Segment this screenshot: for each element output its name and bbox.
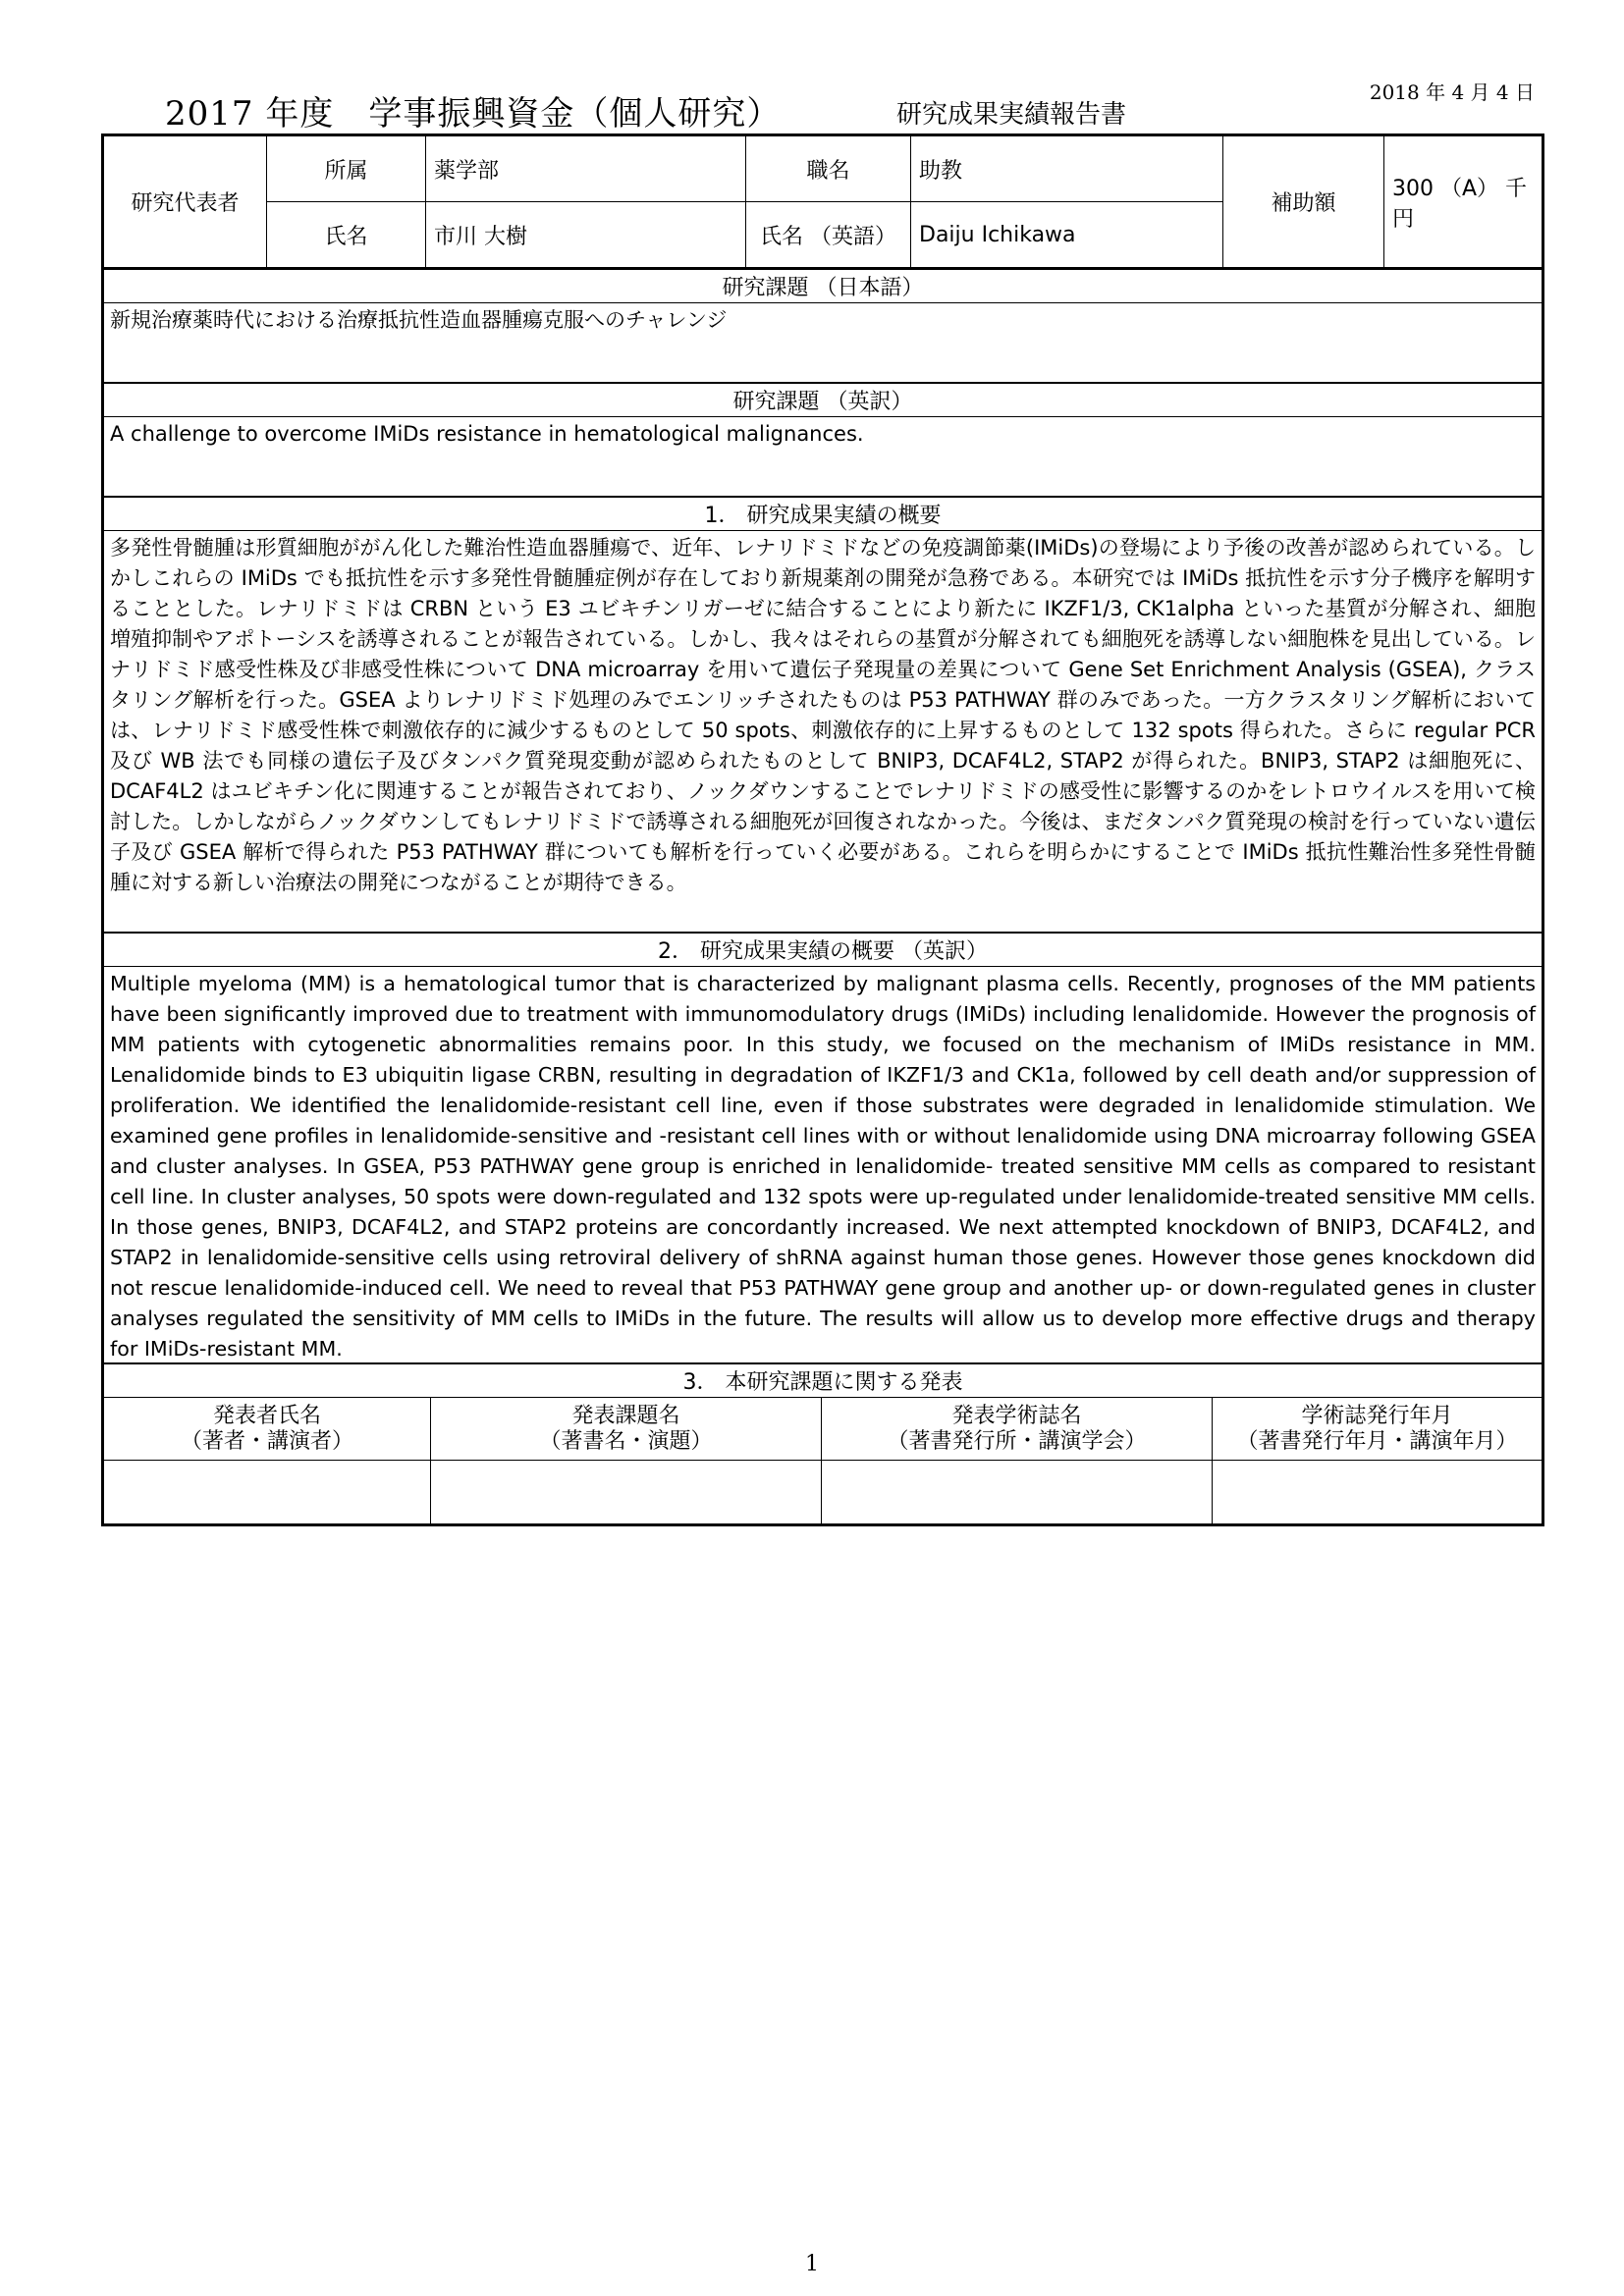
- pub-col-presenter-sub: （著者・講演者）: [180, 1428, 353, 1454]
- pub-col-date-title: 学術誌発行年月: [1301, 1403, 1453, 1428]
- pub-cell-journal: [822, 1461, 1213, 1523]
- position-label: 職名: [746, 136, 911, 202]
- summary-ja-heading: 1． 研究成果実績の概要: [104, 496, 1542, 531]
- grant-label: 補助額: [1223, 136, 1384, 268]
- name-en-value: Daiju Ichikawa: [911, 202, 1223, 268]
- summary-en-heading: 2． 研究成果実績の概要 （英訳）: [104, 932, 1542, 967]
- name-en-label: 氏名 （英語）: [746, 202, 911, 268]
- pub-col-presenter-title: 発表者氏名: [212, 1403, 321, 1428]
- representative-label: 研究代表者: [104, 136, 267, 268]
- pub-col-journal-title: 発表学術誌名: [951, 1403, 1082, 1428]
- report-date: 2018 年 4 月 4 日: [1369, 80, 1535, 104]
- publications-heading: 3． 本研究課題に関する発表: [104, 1362, 1542, 1398]
- pub-col-topic-title: 発表課題名: [571, 1403, 680, 1428]
- report-header: [101, 77, 1544, 135]
- summary-en-text: Multiple myeloma (MM) is a hematological tumor that is characterized by malignant plasma cells. Recently, prognoses of the MM patients have been significantly improved due to treatment with immunomodulatory drugs (IMiDs) including lenalidomide. However the prognosis of MM patients with cytogenetic abnormalities remains poor. In this study, we focused on the mechanism of IMiDs resistance in MM. Lenalidomide binds to E3 ubiquitin ligase CRBN, resulting in degradation of IKZF1/3 and CK1a, followed by cell death and/or suppression of proliferation. We identified the lenalidomide-resistant cell line, even if those substrates were degraded in lenalidomide stimulation. We examined gene profiles in lenalidomide-sensitive and -resistant cell lines with or without lenalidomide using DNA microarray following GSEA and cluster analyses. In GSEA, P53 PATHWAY gene group is enriched in lenalidomide- treated sensitive MM cells as compared to resistant cell line. In cluster analyses, 50 spots were down-regulated and 132 spots were up-regulated under lenalidomide-treated sensitive MM cells. In those genes, BNIP3, DCAF4L2, and STAP2 proteins are concordantly increased. We next attempted knockdown of BNIP3, DCAF4L2, and STAP2 in lenalidomide-sensitive cells using retroviral delivery of shRNA against human those genes. However those genes knockdown did not rescue lenalidomide-induced cell. We need to reveal that P53 PATHWAY gene group and another up- or down-regulated genes in cluster analyses regulated the sensitivity of MM cells to IMiDs in the future. The results will allow us to develop more effective drugs and therapy for IMiDs-resistant MM.: [110, 972, 1536, 1361]
- pub-col-journal: [822, 1398, 1213, 1461]
- affiliation-value: 薬学部: [426, 136, 746, 202]
- pub-col-journal-sub: （著書発行所・講演学会）: [887, 1428, 1147, 1454]
- topic-en-text: A challenge to overcome IMiDs resistance in hematological malignances.: [110, 422, 864, 446]
- affiliation-label: 所属: [267, 136, 426, 202]
- report-form: [101, 133, 1544, 1526]
- grant-value: 300 （A） 千円: [1384, 136, 1543, 268]
- pub-col-topic: [431, 1398, 822, 1461]
- page-number: 1: [805, 2252, 819, 2276]
- publications-table: [104, 1398, 1542, 1523]
- pub-cell-presenter: [104, 1461, 431, 1523]
- pub-cell-date: [1213, 1461, 1542, 1523]
- name-value: 市川 大樹: [426, 202, 746, 268]
- pub-cell-topic: [431, 1461, 822, 1523]
- topic-ja-text: 新規治療薬時代における治療抵抗性造血器腫瘍克服へのチャレンジ: [110, 308, 728, 332]
- report-subtitle: 研究成果実績報告書: [896, 100, 1127, 130]
- position-value: 助教: [911, 136, 1223, 202]
- topic-ja-heading: 研究課題 （日本語）: [104, 268, 1542, 303]
- report-title: 2017 年度 学事振興資金（個人研究）: [165, 94, 782, 133]
- topic-en-heading: 研究課題 （英訳）: [104, 382, 1542, 417]
- pub-col-topic-sub: （著書名・演題）: [539, 1428, 713, 1454]
- name-label: 氏名: [267, 202, 426, 268]
- pub-col-date: [1213, 1398, 1542, 1461]
- pub-col-date-sub: （著書発行年月・講演年月）: [1236, 1428, 1518, 1454]
- summary-ja-text: 多発性骨髄腫は形質細胞ががん化した難治性造血器腫瘍で、近年、レナリドミドなどの免疫調節薬(IMiDs)の登場により予後の改善が認められている。しかしこれらの IMiDs でも抵抗性を示す多発性骨髄腫症例が存在しており新規薬剤の開発が急務である。本研究では IMiDs 抵抗性を示す分子機序を解明することとした。レナリドミドは CRBN という E3 ユビキチンリガーゼに結合することにより新たに IKZF1/3, CK1alpha といった基質が分解され、細胞増殖抑制やアポトーシスを誘導されることが報告されている。しかし、我々はそれらの基質が分解されても細胞死を誘導しない細胞株を見出している。レナリドミド感受性株及び非感受性株について DNA microarray を用いて遺伝子発現量の差異について Gene Set Enrichment Analysis (GSEA), クラスタリング解析を行った。GSEA よりレナリドミド処理のみでエンリッチされたものは P53 PATHWAY 群のみであった。一方クラスタリング解析においては、レナリドミド感受性株で刺激依存的に減少するものとして 50 spots、刺激依存的に上昇するものとして 132 spots 得られた。さらに regular PCR 及び WB 法でも同様の遺伝子及びタンパク質発現変動が認められたものとして BNIP3, DCAF4L2, STAP2 が得られた。BNIP3, STAP2 は細胞死に、DCAF4L2 はユビキチン化に関連することが報告されており、ノックダウンすることでレナリドミドの感受性に影響するのかをレトロウイルスを用いて検討した。しかしながらノックダウンしてもレナリドミドで誘導される細胞死が回復されなかった。今後は、まだタンパク質発現の検討を行っていない遺伝子及び GSEA 解析で得られた P53 PATHWAY 群についても解析を行っていく必要がある。これらを明らかにすることで IMiDs 抵抗性難治性多発性骨髄腫に対する新しい治療法の開発につながることが期待できる。: [110, 536, 1536, 894]
- info-grid: [104, 136, 1542, 268]
- pub-col-presenter: [104, 1398, 431, 1461]
